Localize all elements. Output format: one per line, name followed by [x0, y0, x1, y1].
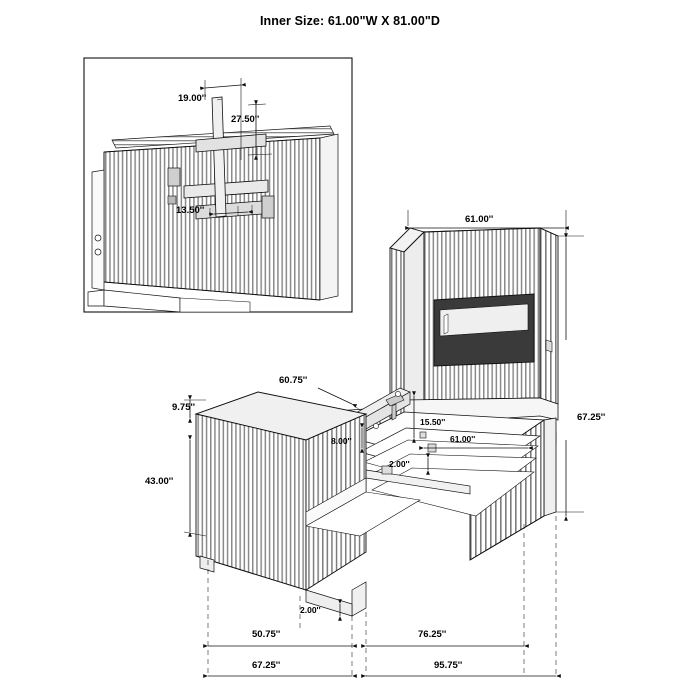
dim-bed-depth-76-25: 76.25''	[418, 629, 447, 640]
dim-top-width-61: 61.00''	[465, 214, 494, 225]
dim-inset-19: 19.00''	[178, 93, 207, 104]
dim-rail-60-75: 60.75''	[279, 375, 308, 386]
dim-footboard-height-43-00: 43.00''	[145, 476, 174, 487]
dim-inner-width-61: 61.00''	[450, 434, 476, 444]
dim-overall-left-67-25: 67.25''	[252, 660, 281, 671]
dim-leg-2-00-bottom: 2.00''	[300, 605, 321, 615]
dim-rail-8-00: 8.00''	[331, 436, 352, 446]
dim-inset-27-50: 27.50''	[231, 114, 260, 125]
dim-leg-2-00-right: 2.00''	[389, 459, 410, 469]
dim-footboard-top-9-75: 9.75''	[172, 402, 196, 413]
page-title: Inner Size: 61.00"W X 81.00"D	[259, 14, 441, 28]
dim-overall-right-95-75: 95.75''	[434, 660, 463, 671]
dim-slat-15-50: 15.50''	[420, 417, 446, 427]
dim-headboard-height-67-25: 67.25''	[577, 412, 606, 423]
headboard-detail-inset	[84, 58, 352, 312]
dim-footboard-depth-50-75: 50.75''	[252, 629, 281, 640]
dim-inset-13-50: 13.50''	[176, 205, 205, 216]
